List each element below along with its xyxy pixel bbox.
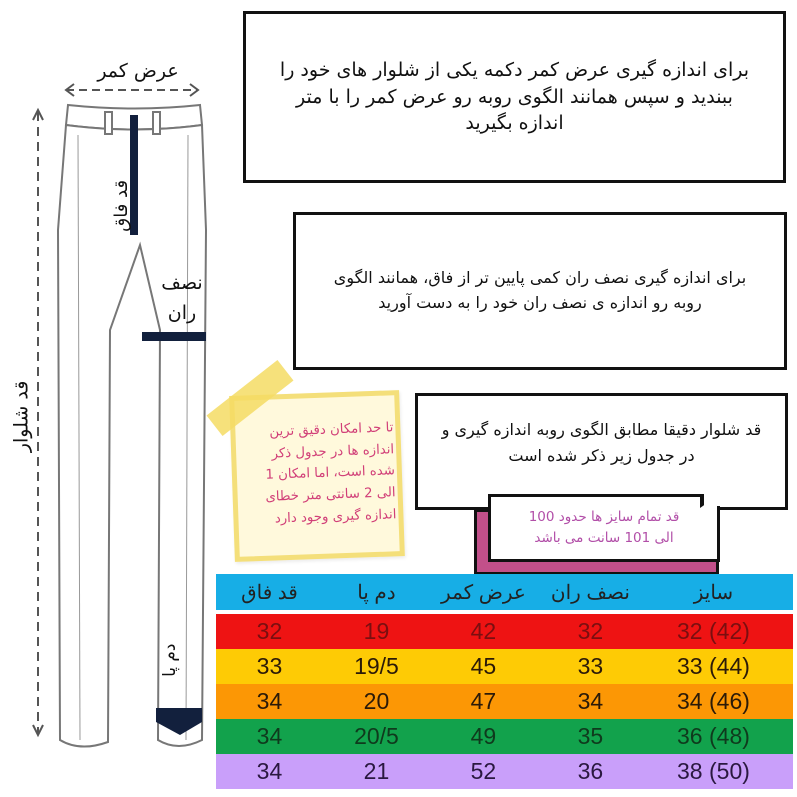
table-row [216,614,793,649]
pink-note [488,494,720,562]
thigh-label-line1: نصف [161,272,203,294]
cell-hem: 19 [363,618,390,644]
cell-waist: 45 [470,653,497,679]
waist-arrow-icon [66,84,198,96]
cell-size: 36 (48) [677,723,750,749]
length-label: قد شلوار [10,380,33,453]
cell-hem: 19/5 [354,653,399,679]
folded-corner-icon [700,494,720,508]
cell-size: 33 (44) [677,653,750,679]
header-waist: عرض کمر [441,581,526,604]
cell-waist: 42 [470,618,497,644]
cell-hem: 20/5 [354,723,399,749]
pink-note-line1: قد تمام سایز ها حدود 100 [528,509,680,526]
hem-label: دم پا [159,643,180,677]
size-table [216,574,793,789]
table-row [216,684,793,719]
cell-hem: 21 [363,758,390,784]
length-instruction-box [415,393,788,510]
sticky-note-text: تا حد امکان دقیق ترین اندازه ها در جدول ذکر شده است، اما امکان 1 الی 2 سانتی متر خطای اندازه گیری وجود دارد [265,420,397,527]
length-instruction-text: قد شلوار دقیقا مطابق الگوی روبه اندازه گیری و در جدول زیر ذکر شده است [441,419,762,465]
cell-thigh: 36 [577,758,604,784]
cell-waist: 47 [470,688,497,714]
rise-label: قد فاق [111,179,133,232]
header-hem: دم پا [357,581,396,604]
thigh-label-line2: ران [167,302,197,324]
waist-instruction-text: برای اندازه گیری عرض کمر دکمه یکی از شلوار های خود را ببندید و سپس همانند الگوی روبه رو عرض کمر را با متر اندازه بگیرید [279,58,750,135]
cell-thigh: 34 [577,688,604,714]
cell-thigh: 35 [577,723,604,749]
cell-rise: 32 [256,618,283,644]
cell-rise: 33 [256,653,283,679]
thigh-instruction-text: برای اندازه گیری نصف ران کمی پایین تر از فاق، همانند الگوی روبه رو اندازه ی نصف ران خود را به دست آورید [333,268,747,312]
thigh-instruction-box [293,212,787,370]
waist-label: عرض کمر [97,60,179,82]
table-row [216,649,793,684]
pink-note-line2: الی 101 سانت می باشد [534,530,674,546]
cell-waist: 52 [470,758,497,784]
cell-thigh: 33 [577,653,604,679]
table-row [216,719,793,754]
sticky-note [229,390,405,562]
cell-size: 32 (42) [677,618,750,644]
cell-rise: 34 [256,723,283,749]
length-arrow-icon [33,110,43,735]
table-header-row [216,574,793,614]
header-rise: قد فاق [241,581,298,604]
table-row [216,754,793,789]
cell-size: 34 (46) [677,688,750,714]
header-size: سایز [693,581,734,604]
cell-rise: 34 [256,758,283,784]
cell-size: 38 (50) [677,758,750,784]
pants-outline-icon [0,0,230,797]
cell-rise: 34 [256,688,283,714]
waist-instruction-box [243,11,786,183]
header-thigh: نصف ران [550,581,630,604]
cell-hem: 20 [363,688,390,714]
cell-waist: 49 [470,723,497,749]
cell-thigh: 32 [577,618,604,644]
